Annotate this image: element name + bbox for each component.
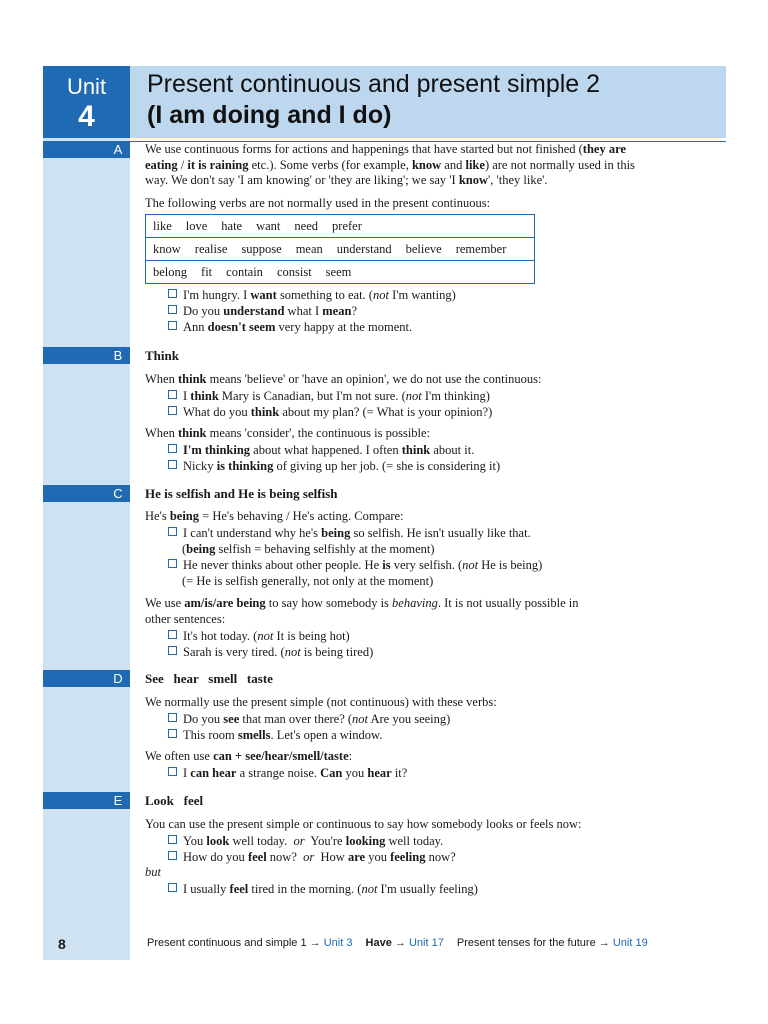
text: I <box>183 766 191 780</box>
text: can hear <box>190 766 237 780</box>
text: very selfish. ( <box>390 558 463 572</box>
checkbox-icon <box>168 406 177 415</box>
text: is <box>382 558 391 572</box>
text: It is being hot) <box>273 629 350 643</box>
checkbox-icon <box>168 646 177 655</box>
text: something to eat. ( <box>276 288 373 302</box>
text: mean <box>322 304 352 318</box>
section-e-heading: Look feel <box>145 793 204 808</box>
verb: understand <box>336 242 392 256</box>
verb: love <box>185 219 208 233</box>
page-number: 8 <box>58 936 66 952</box>
example <box>168 881 478 897</box>
text: know <box>411 157 442 172</box>
text: being <box>321 526 351 540</box>
text: . It is not usually possible in <box>437 596 579 610</box>
example <box>168 628 350 644</box>
text: what I <box>284 304 323 318</box>
example <box>168 303 357 319</box>
text: not <box>361 882 378 896</box>
section-b-heading: Think <box>145 348 179 363</box>
checkbox-icon <box>168 460 177 469</box>
text: I'm hungry. I <box>183 288 251 302</box>
text: You <box>183 834 207 848</box>
example <box>168 388 490 404</box>
text: I usually <box>183 882 230 896</box>
text: means 'believe' or 'have an opinion', we do not use the continuous: <box>206 372 542 386</box>
text: about what happened. I often <box>250 443 402 457</box>
text: Are you seeing) <box>368 712 451 726</box>
example <box>168 765 407 781</box>
footer-link-unit-19[interactable]: Unit 19 <box>612 937 648 949</box>
text: We use continuous forms for actions and happenings that have started but not finished ( <box>145 142 583 156</box>
margin-column <box>43 66 130 960</box>
text: but <box>145 865 161 879</box>
verb: belong <box>153 265 188 279</box>
text: not <box>462 558 479 572</box>
verb: seem <box>325 265 352 279</box>
verb-row-1 <box>146 215 534 238</box>
text: want <box>250 288 277 302</box>
text: ? <box>351 304 357 318</box>
text: He never thinks about other people. He <box>183 558 383 572</box>
text: think <box>250 405 280 419</box>
text: way. We don't say 'I am knowing' or 'they are liking'; we say 'I <box>145 173 459 187</box>
text: looking <box>345 834 386 848</box>
example <box>168 525 531 541</box>
verb: believe <box>405 242 442 256</box>
text: not <box>405 389 422 403</box>
text: to say how somebody is <box>265 596 393 610</box>
paragraph <box>145 596 725 627</box>
verb: want <box>256 219 281 233</box>
text: smells <box>237 728 271 742</box>
text: know <box>458 173 489 187</box>
title-line-1: Present continuous and present simple 2 <box>147 70 601 98</box>
text: We often use <box>145 749 214 763</box>
paragraph <box>145 749 352 765</box>
text: : <box>348 749 353 763</box>
text: Ann <box>183 320 208 334</box>
text: How <box>314 850 348 864</box>
text: You're <box>304 834 346 848</box>
checkbox-icon <box>168 767 177 776</box>
text: about my plan? (= What is your opinion?) <box>279 405 493 419</box>
paragraph <box>145 426 430 442</box>
text: very happy at the moment. <box>275 320 413 334</box>
text: is being tired) <box>300 645 374 659</box>
footer-link-unit-17[interactable]: Unit 17 <box>408 937 444 949</box>
section-c-letter: C <box>113 486 123 501</box>
text: or <box>293 834 305 848</box>
text: What do you <box>183 405 251 419</box>
example <box>168 557 542 573</box>
verb: mean <box>295 242 323 256</box>
text: He's <box>145 509 170 523</box>
verb: hate <box>221 219 243 233</box>
section-c-heading: He is selfish and He is being selfish <box>145 486 338 501</box>
text: / <box>177 157 188 172</box>
text: not <box>352 712 369 726</box>
example <box>168 319 412 335</box>
text: feel <box>247 850 267 864</box>
text: ', 'they like'. <box>488 173 548 187</box>
page-title <box>147 69 722 131</box>
verb-table <box>145 214 535 284</box>
text: feel <box>229 882 249 896</box>
verb: like <box>153 219 172 233</box>
verb: remember <box>455 242 507 256</box>
example <box>168 711 450 727</box>
section-e-letter: E <box>113 793 123 808</box>
checkbox-icon <box>168 527 177 536</box>
text: like <box>465 157 485 172</box>
example <box>168 287 456 303</box>
text: other sentences: <box>145 611 226 626</box>
section-b-letter: B <box>113 348 123 363</box>
text: not <box>284 645 301 659</box>
checkbox-icon <box>168 305 177 314</box>
text: you <box>365 850 391 864</box>
example <box>168 644 373 660</box>
text: Do you <box>183 304 224 318</box>
text: and <box>441 157 466 172</box>
text: I'm thinking) <box>421 389 490 403</box>
text: being <box>169 509 200 523</box>
text: Sarah is very tired. ( <box>183 645 285 659</box>
paragraph: We normally use the present simple (not continuous) with these verbs: <box>145 695 497 709</box>
checkbox-icon <box>168 851 177 860</box>
text: look <box>206 834 230 848</box>
text: This room <box>183 728 238 742</box>
text: about it. <box>430 443 475 457</box>
text: tired in the morning. ( <box>248 882 362 896</box>
text: now? <box>266 850 304 864</box>
text: It's hot today. ( <box>183 629 258 643</box>
text: being <box>186 542 216 556</box>
text: Mary is Canadian, but I'm not sure. ( <box>218 389 406 403</box>
text: is thinking <box>216 459 274 473</box>
section-d-letter: D <box>113 671 123 686</box>
example-note: (= He is selfish generally, not only at the moment) <box>182 574 434 588</box>
checkbox-icon <box>168 630 177 639</box>
text: = He's behaving / He's acting. Compare: <box>199 509 404 523</box>
text: see <box>223 712 240 726</box>
text: think <box>177 426 207 440</box>
text: I'm wanting) <box>388 288 456 302</box>
text: are <box>347 850 366 864</box>
verb-row-2 <box>146 238 534 261</box>
text: or <box>303 850 315 864</box>
text: eating <box>145 157 178 172</box>
checkbox-icon <box>168 321 177 330</box>
text: they are <box>582 142 626 156</box>
example <box>168 442 474 458</box>
checkbox-icon <box>168 390 177 399</box>
text: that man over there? ( <box>239 712 353 726</box>
text: you <box>342 766 368 780</box>
unit-badge <box>43 66 130 138</box>
verb: know <box>153 242 181 256</box>
text: understand <box>223 304 285 318</box>
text: . Let's open a window. <box>270 728 383 742</box>
arrow-icon: → <box>394 937 406 949</box>
text: I'm usually feeling) <box>377 882 478 896</box>
text: of giving up her job. (= she is considering it) <box>273 459 501 473</box>
example <box>168 833 443 849</box>
text: am/is/are being <box>184 596 266 610</box>
text: think <box>190 389 219 403</box>
text: I can't understand why he's <box>183 526 322 540</box>
checkbox-icon <box>168 289 177 298</box>
paragraph <box>145 865 161 881</box>
text: behaving <box>392 596 438 610</box>
example <box>168 404 492 420</box>
unit-number: 4 <box>78 100 95 133</box>
arrow-icon: → <box>309 937 321 949</box>
footer-ref-text: Present continuous and simple 1 <box>147 937 307 949</box>
checkbox-icon <box>168 835 177 844</box>
text: means 'consider', the continuous is possible: <box>206 426 431 440</box>
text: doesn't seem <box>207 320 276 334</box>
text: think <box>177 372 207 386</box>
paragraph <box>145 372 541 388</box>
verb: consist <box>276 265 312 279</box>
section-a-intro <box>145 142 725 189</box>
text: well today. <box>385 834 444 848</box>
verb: realise <box>194 242 228 256</box>
text: Nicky <box>183 459 217 473</box>
text: I <box>183 389 191 403</box>
example-note <box>182 541 435 557</box>
verb: contain <box>226 265 263 279</box>
example <box>168 849 456 865</box>
text: Do you <box>183 712 224 726</box>
text: not <box>257 629 274 643</box>
section-d-heading: See hear smell taste <box>145 671 273 686</box>
text: selfish = behaving selfishly at the moment) <box>215 542 435 556</box>
text: How do you <box>183 850 248 864</box>
text: well today. <box>229 834 294 848</box>
verb: fit <box>201 265 213 279</box>
text: ) are not normally used in this <box>484 157 635 172</box>
text: Can <box>320 766 343 780</box>
text: not <box>372 288 389 302</box>
text: When <box>145 426 178 440</box>
checkbox-icon <box>168 559 177 568</box>
text: a strange noise. <box>236 766 321 780</box>
text: When <box>145 372 178 386</box>
paragraph <box>145 509 404 525</box>
text: it? <box>391 766 408 780</box>
checkbox-icon <box>168 883 177 892</box>
text: hear <box>367 766 392 780</box>
text: He is being) <box>478 558 543 572</box>
text: ( <box>182 542 187 556</box>
checkbox-icon <box>168 713 177 722</box>
footer-link-unit-3[interactable]: Unit 3 <box>323 937 353 949</box>
text: feeling <box>390 850 426 864</box>
checkbox-icon <box>168 729 177 738</box>
paragraph: You can use the present simple or continuous to say how somebody looks or feels now: <box>145 817 582 831</box>
text: I'm thinking <box>183 443 251 457</box>
footer-ref-text: Present tenses for the future <box>456 937 596 949</box>
text: can + see/hear/smell/taste <box>213 749 349 763</box>
title-line-2: (I am doing and I do) <box>147 101 392 129</box>
example <box>168 458 500 474</box>
footer-references <box>147 937 648 949</box>
footer-ref-text: Have <box>365 937 392 949</box>
verb-row-3 <box>146 261 534 283</box>
example <box>168 727 382 743</box>
verb: suppose <box>241 242 282 256</box>
text: it is raining <box>187 157 249 172</box>
section-a-letter: A <box>113 142 123 157</box>
verb-table-intro: The following verbs are not normally used in the present continuous: <box>145 196 491 210</box>
text: think <box>401 443 431 457</box>
text: etc.). Some verbs (for example, <box>248 157 412 172</box>
unit-label: Unit <box>66 74 107 99</box>
verb: need <box>294 219 319 233</box>
arrow-icon: → <box>598 937 610 949</box>
text: We use <box>145 596 185 610</box>
text: now? <box>425 850 456 864</box>
text: so selfish. He isn't usually like that. <box>350 526 531 540</box>
checkbox-icon <box>168 444 177 453</box>
verb: prefer <box>332 219 362 233</box>
